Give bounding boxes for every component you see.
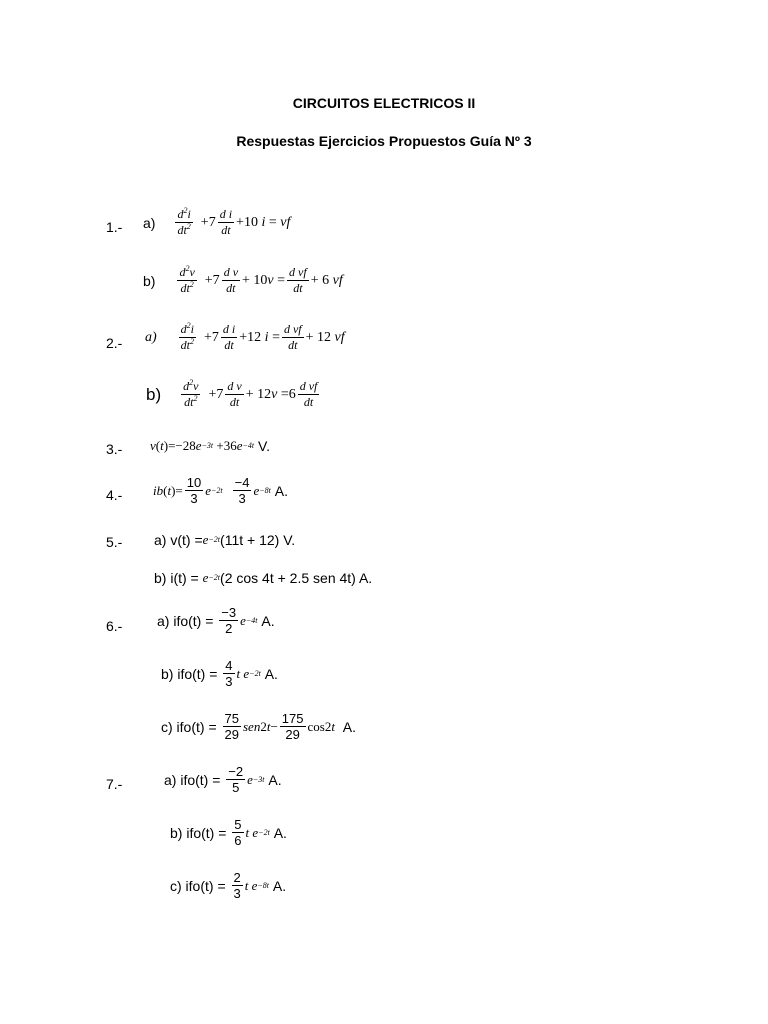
equation-1b: b) $\frac{d^2v}{dt^2}$ +7 $\frac{\text{d v}}{dt}$ + 10 v = $\frac{\text{d vf}}{dt}$ + 6 vf — [143, 264, 343, 295]
document-subtitle: Respuestas Ejercicios Propuestos Guía Nº 3 — [236, 133, 532, 149]
equation-6a: a) ifo(t) = $\frac{-3}{2}$ e −4t A. — [157, 605, 275, 636]
label-a: a) — [143, 214, 156, 231]
equation-6c: c) ifo(t) = $\frac{75}{29}$ sen 2 t − $\frac{175}{29}$ cos2 t A. — [161, 711, 356, 742]
label-b: b) — [146, 384, 162, 404]
unit-amps: A. — [274, 482, 288, 499]
label-7c: c) ifo(t) = — [170, 877, 226, 894]
unit-volts: V. — [258, 438, 270, 454]
document-title: CIRCUITOS ELECTRICOS II — [292, 95, 476, 111]
unit-amps: A. — [268, 771, 282, 788]
unit-amps: A. — [264, 665, 278, 682]
label-6b: b) ifo(t) = — [161, 665, 218, 682]
equation-4: ib ( t )= $\frac{10}{3}$ e −2t $\frac{-4}{3}$ e −8t A. — [153, 475, 288, 506]
item-number-7: 7.- — [106, 776, 123, 792]
item-number-1: 1.- — [106, 219, 123, 235]
item-number-5: 5.- — [106, 534, 123, 550]
item-number-6: 6.- — [106, 618, 123, 634]
equation-2a: a) $\frac{d^2i}{dt^2}$ +7 $\frac{\text{d i}}{dt}$ +12 i = $\frac{\text{d vf}}{dt}$ + 12 vf — [145, 321, 345, 352]
equation-1a: a) $\frac{d^2i}{dt^2}$ +7 $\frac{\text{d i}}{dt}$ +10 i = vf — [143, 206, 291, 237]
item-number-4: 4.- — [106, 487, 123, 503]
label-5b: b) i(t) = — [154, 570, 199, 586]
unit-amps: A. — [342, 718, 356, 735]
unit-amps: A. — [272, 877, 287, 894]
equation-5a: a) v(t) = e −2t (11t + 12) V. — [154, 532, 296, 548]
equation-5b: b) i(t) = e −2t (2 cos 4t + 2.5 sen 4t) A. — [154, 570, 373, 586]
equation-6b: b) ifo(t) = $\frac{4}{3}$ t e −2t A. — [161, 658, 278, 689]
equation-7c: c) ifo(t) = $\frac{2}{3}$ t e −8t A. — [170, 870, 287, 901]
label-7a: a) ifo(t) = — [164, 771, 221, 788]
equation-3: v ( t )=−28 e −3t +36 e −4t V. — [150, 438, 270, 454]
label-a: a) — [145, 329, 157, 345]
label-5a: a) v(t) = — [154, 532, 203, 548]
equation-7a: a) ifo(t) = $\frac{-2}{5}$ e −3t A. — [164, 764, 282, 795]
equation-7b: b) ifo(t) = $\frac{5}{6}$ t e −2t A. — [170, 817, 287, 848]
equation-5b-tail: (2 cos 4t + 2.5 sen 4t) A. — [220, 570, 373, 586]
equation-5a-tail: (11t + 12) V. — [220, 532, 296, 548]
label-b: b) — [143, 272, 156, 289]
equation-2b: b) $\frac{d^2v}{dt^2}$ +7 $\frac{\text{d v}}{dt}$ + 12 v =6 $\frac{\text{d vf}}{dt}$ — [146, 378, 318, 409]
item-number-3: 3.- — [106, 441, 123, 457]
label-7b: b) ifo(t) = — [170, 824, 227, 841]
label-6c: c) ifo(t) = — [161, 718, 217, 735]
label-6a: a) ifo(t) = — [157, 612, 214, 629]
unit-amps: A. — [261, 612, 275, 629]
item-number-2: 2.- — [106, 335, 123, 351]
unit-amps: A. — [273, 824, 287, 841]
